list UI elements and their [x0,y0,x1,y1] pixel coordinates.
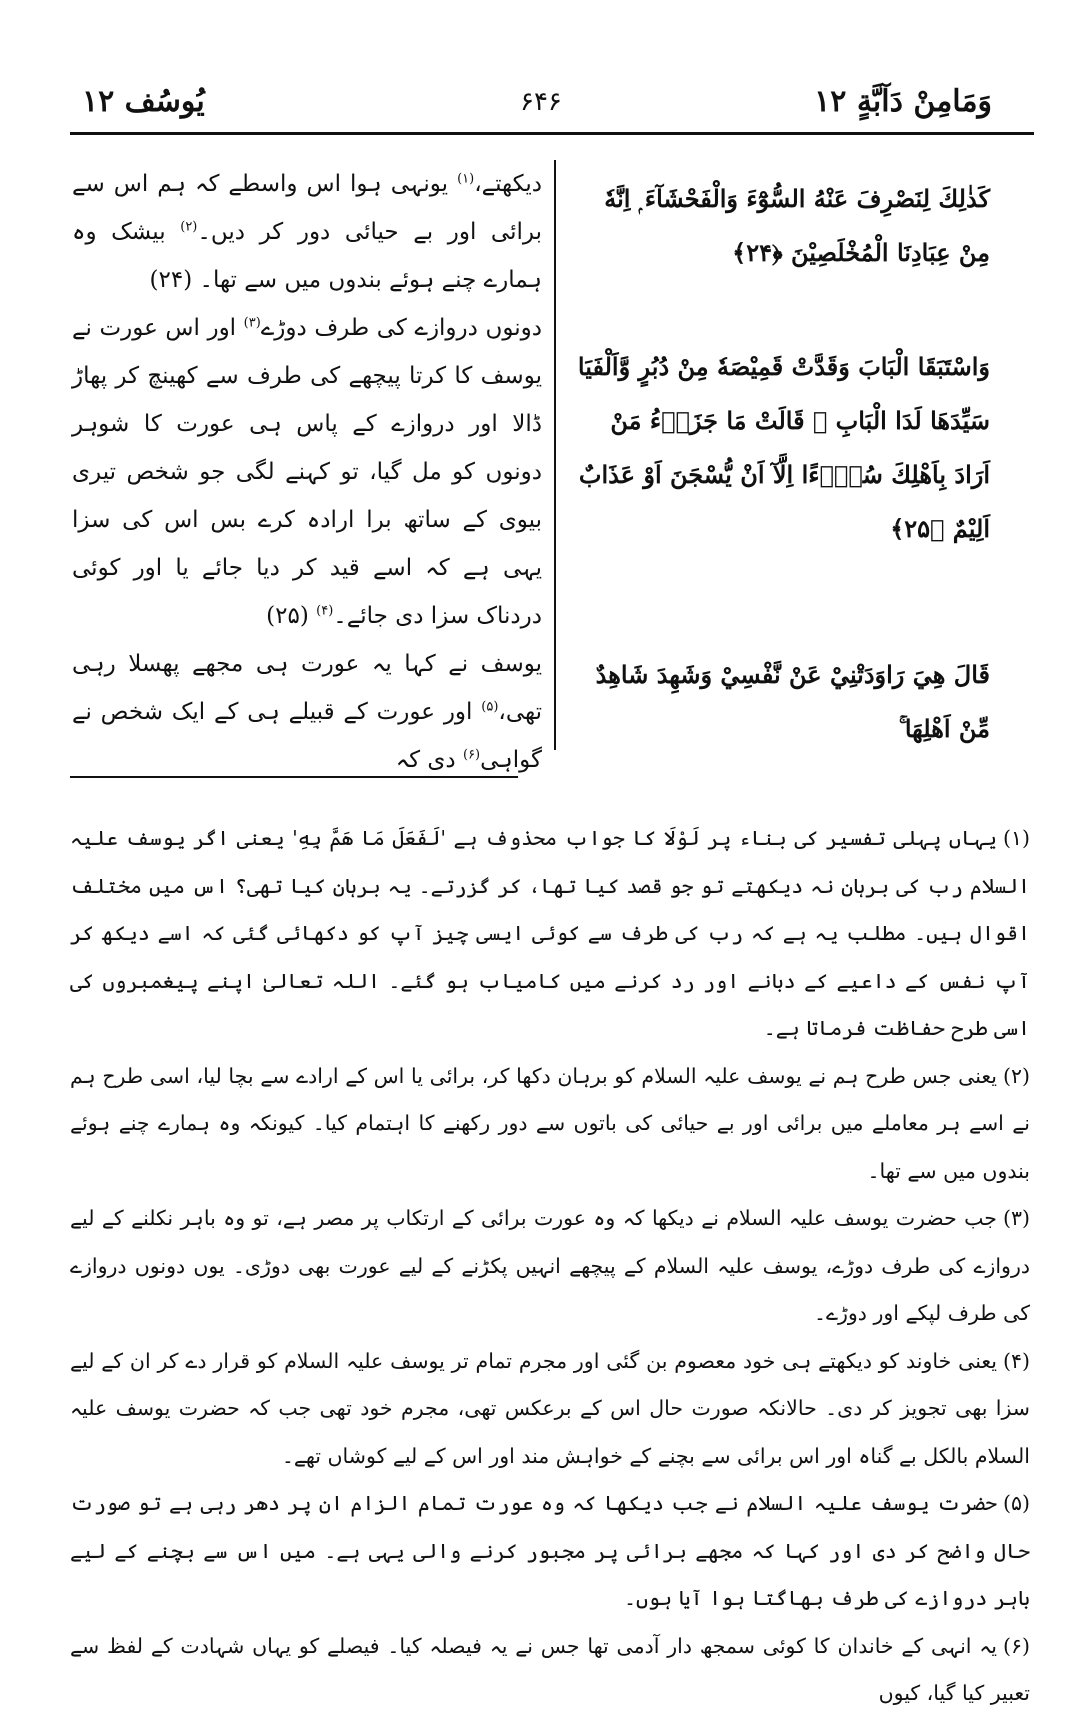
translation-paragraph-25 [72,304,542,640]
translation-text: یوسف نے کہا یہ عورت ہی مجھے پھسلا رہی تھی، [72,651,542,725]
footnote-5 [70,1480,1030,1623]
footnote-text: یعنی خاوند کو دیکھتے ہی خود معصوم بن گئی اور مجرم تمام تر یوسف علیہ السلام کو قرار دے کر ان کے لیے سزا بھی تجویز کر دی۔ حالانکہ صورت حال اس کے برعکس تھی، مجرم خود تھی جب کہ حضرت یوسف علیہ السلام بالکل بے گناہ اور اس برائی سے بچنے کے خواہش مند اور اس کے لیے کوشاں تھے۔ [70,1348,1030,1468]
translation-paragraph-24 [72,160,542,304]
footnote-number: (۳) [1002,1206,1030,1230]
footnote-ref-1[interactable]: (۱) [457,171,475,187]
translation-text: یونہی ہوا اس واسطے کہ ہم اس سے برائی اور بے حیائی دور کر دیں۔ [72,171,542,245]
footnotes-section [70,815,1030,1718]
footnote-text: یعنی جس طرح ہم نے یوسف علیہ السلام کو برہان دکھا کر، برائی یا اس کے ارادے سے بچا لیا، اسی طرح ہم نے اسے ہر معاملے میں برائی اور بے حیائی کی باتوں سے دور رکھنے کا اہتمام کیا۔ کیونکہ وہ ہمارے چنے ہوئے بندوں میں سے تھا۔ [70,1063,1030,1183]
footnote-3 [70,1195,1030,1338]
footnote-ref-5[interactable]: (۵) [481,699,499,715]
footnote-ref-3[interactable]: (۳) [243,315,261,331]
footnote-number: (۱) [1002,826,1030,850]
footnote-text: یہاں پہلی تفسیر کی بناء پر لَوْلَا کا جواب محذوف ہے 'لَفَعَلَ مَا هَمَّ بِهِ' یعنی اگر یوسف علیہ السلام رب کی برہان نہ دیکھتے تو جو قصد کیا تھا، کر گزرتے۔ یہ برہان کیا تھی؟ اس میں مختلف اقوال ہیں۔ مطلب یہ ہے کہ رب کی طرف سے کوئی ایسی چیز آپ کو دکھائی گئی کہ اسے دیکھ کر آپ نفس کے داعیے کے دبانے اور رد کرنے میں کامیاب ہو گئے۔ اللہ تعالیٰ اپنے پیغمبروں کی اسی طرح حفاظت فرماتا ہے۔ [70,826,1030,1040]
translation-text: اور عورت کے قبیلے ہی کے ایک شخص نے گواہی [72,699,542,773]
translation-text: دی کہ [395,747,463,773]
page-number: ۶۴۶ [520,87,562,117]
translation-text: دونوں دروازے کی طرف دوڑے [260,315,543,341]
footnote-number: (۶) [1002,1633,1030,1658]
footnote-number: (۴) [1002,1348,1030,1373]
arabic-verse-24: كَذٰلِكَ لِنَصْرِفَ عَنْهُ السُّوْٓءَ وَالْفَحْشَآءَ ۭ اِنَّهٗ مِنْ عِبَادِنَا الْمُخْلَصِيْنَ ﴿۲۴﴾ [604,184,990,267]
footnote-2 [70,1053,1030,1196]
juz-title: وَمَامِنْ دَآبَّةٍ ۱۲ [814,84,992,119]
footnote-text: یہ انہی کے خاندان کا کوئی سمجھ دار آدمی تھا جس نے یہ فیصلہ کیا۔ فیصلے کو یہاں شہادت کے لفظ سے تعبیر کیا گیا، کیوں [70,1633,1030,1705]
column-divider [554,160,556,750]
urdu-translation-column [72,160,542,784]
footnote-number: (۵) [1002,1491,1030,1515]
footnote-ref-4[interactable]: (۴) [316,603,334,619]
arabic-verse-26: قَالَ هِيَ رَاوَدَتْنِيْ عَنْ نَّفْسِيْ وَشَهِدَ شَاهِدٌ مِّنْ اَهْلِهَا ۚ [595,660,990,743]
translation-paragraph-26 [72,640,542,784]
surah-title: یُوسُف ۱۲ [82,84,205,119]
footnote-text: حضرت یوسف علیہ السلام نے جب دیکھا کہ وہ عورت تمام الزام ان پر دھر رہی ہے تو صورت حال واضح کر دی اور کہا کہ مجھے برائی پر مجبور کرنے والی یہی ہے۔ میں اس سے بچنے کے لیے باہر دروازے کی طرف بھاگتا ہوا آیا ہوں۔ [70,1491,1030,1610]
translation-text: دیکھتے، [474,171,542,197]
translation-text: اور اس عورت نے یوسف کا کرتا پیچھے کی طرف سے کھینچ کر پھاڑ ڈالا اور دروازے کے پاس ہی عورت کا شوہر دونوں کو مل گیا، تو کہنے لگی جو شخص تیری بیوی کے ساتھ برا ارادہ کرے بس اس کی سزا یہی ہے کہ اسے قید کر دیا جائے یا اور کوئی دردناک سزا دی جائے۔ [72,315,542,629]
arabic-verse-25: وَاسْتَبَقَا الْبَابَ وَقَدَّتْ قَمِيْصَهٗ مِنْ دُبُرٍ وَّاَلْفَيَا سَيِّدَهَا لَدَا الْبَابِ ۭ قَالَتْ مَا جَزَاۗءُ مَنْ اَرَادَ بِاَهْلِكَ سُوْۗءًا اِلَّآ اَنْ يُّسْجَنَ اَوْ عَذَابٌ اَلِيْمٌ ﴿۲۵﴾ [577,352,990,543]
footnote-6 [70,1623,1030,1718]
footnote-text: جب حضرت یوسف علیہ السلام نے دیکھا کہ وہ عورت برائی کے ارتکاب پر مصر ہے، تو وہ باہر نکلنے کے لیے دروازے کی طرف دوڑے، یوسف علیہ السلام کے پیچھے انہیں پکڑنے کے لیے عورت بھی دوڑی۔ یوں دونوں دروازے کی طرف لپکے اور دوڑے۔ [70,1206,1030,1325]
footnote-4 [70,1338,1030,1481]
header-divider [70,132,1034,135]
footnote-ref-2[interactable]: (۲) [180,219,198,235]
footnote-number: (۲) [1002,1063,1030,1088]
footnote-divider [70,776,518,778]
translation-text: بیشک وہ ہمارے چنے ہوئے بندوں میں سے تھا۔ (۲۴) [72,219,542,293]
footnote-1 [70,815,1030,1053]
translation-text: (۲۵) [266,603,317,629]
footnote-ref-6[interactable]: (۶) [462,747,481,763]
